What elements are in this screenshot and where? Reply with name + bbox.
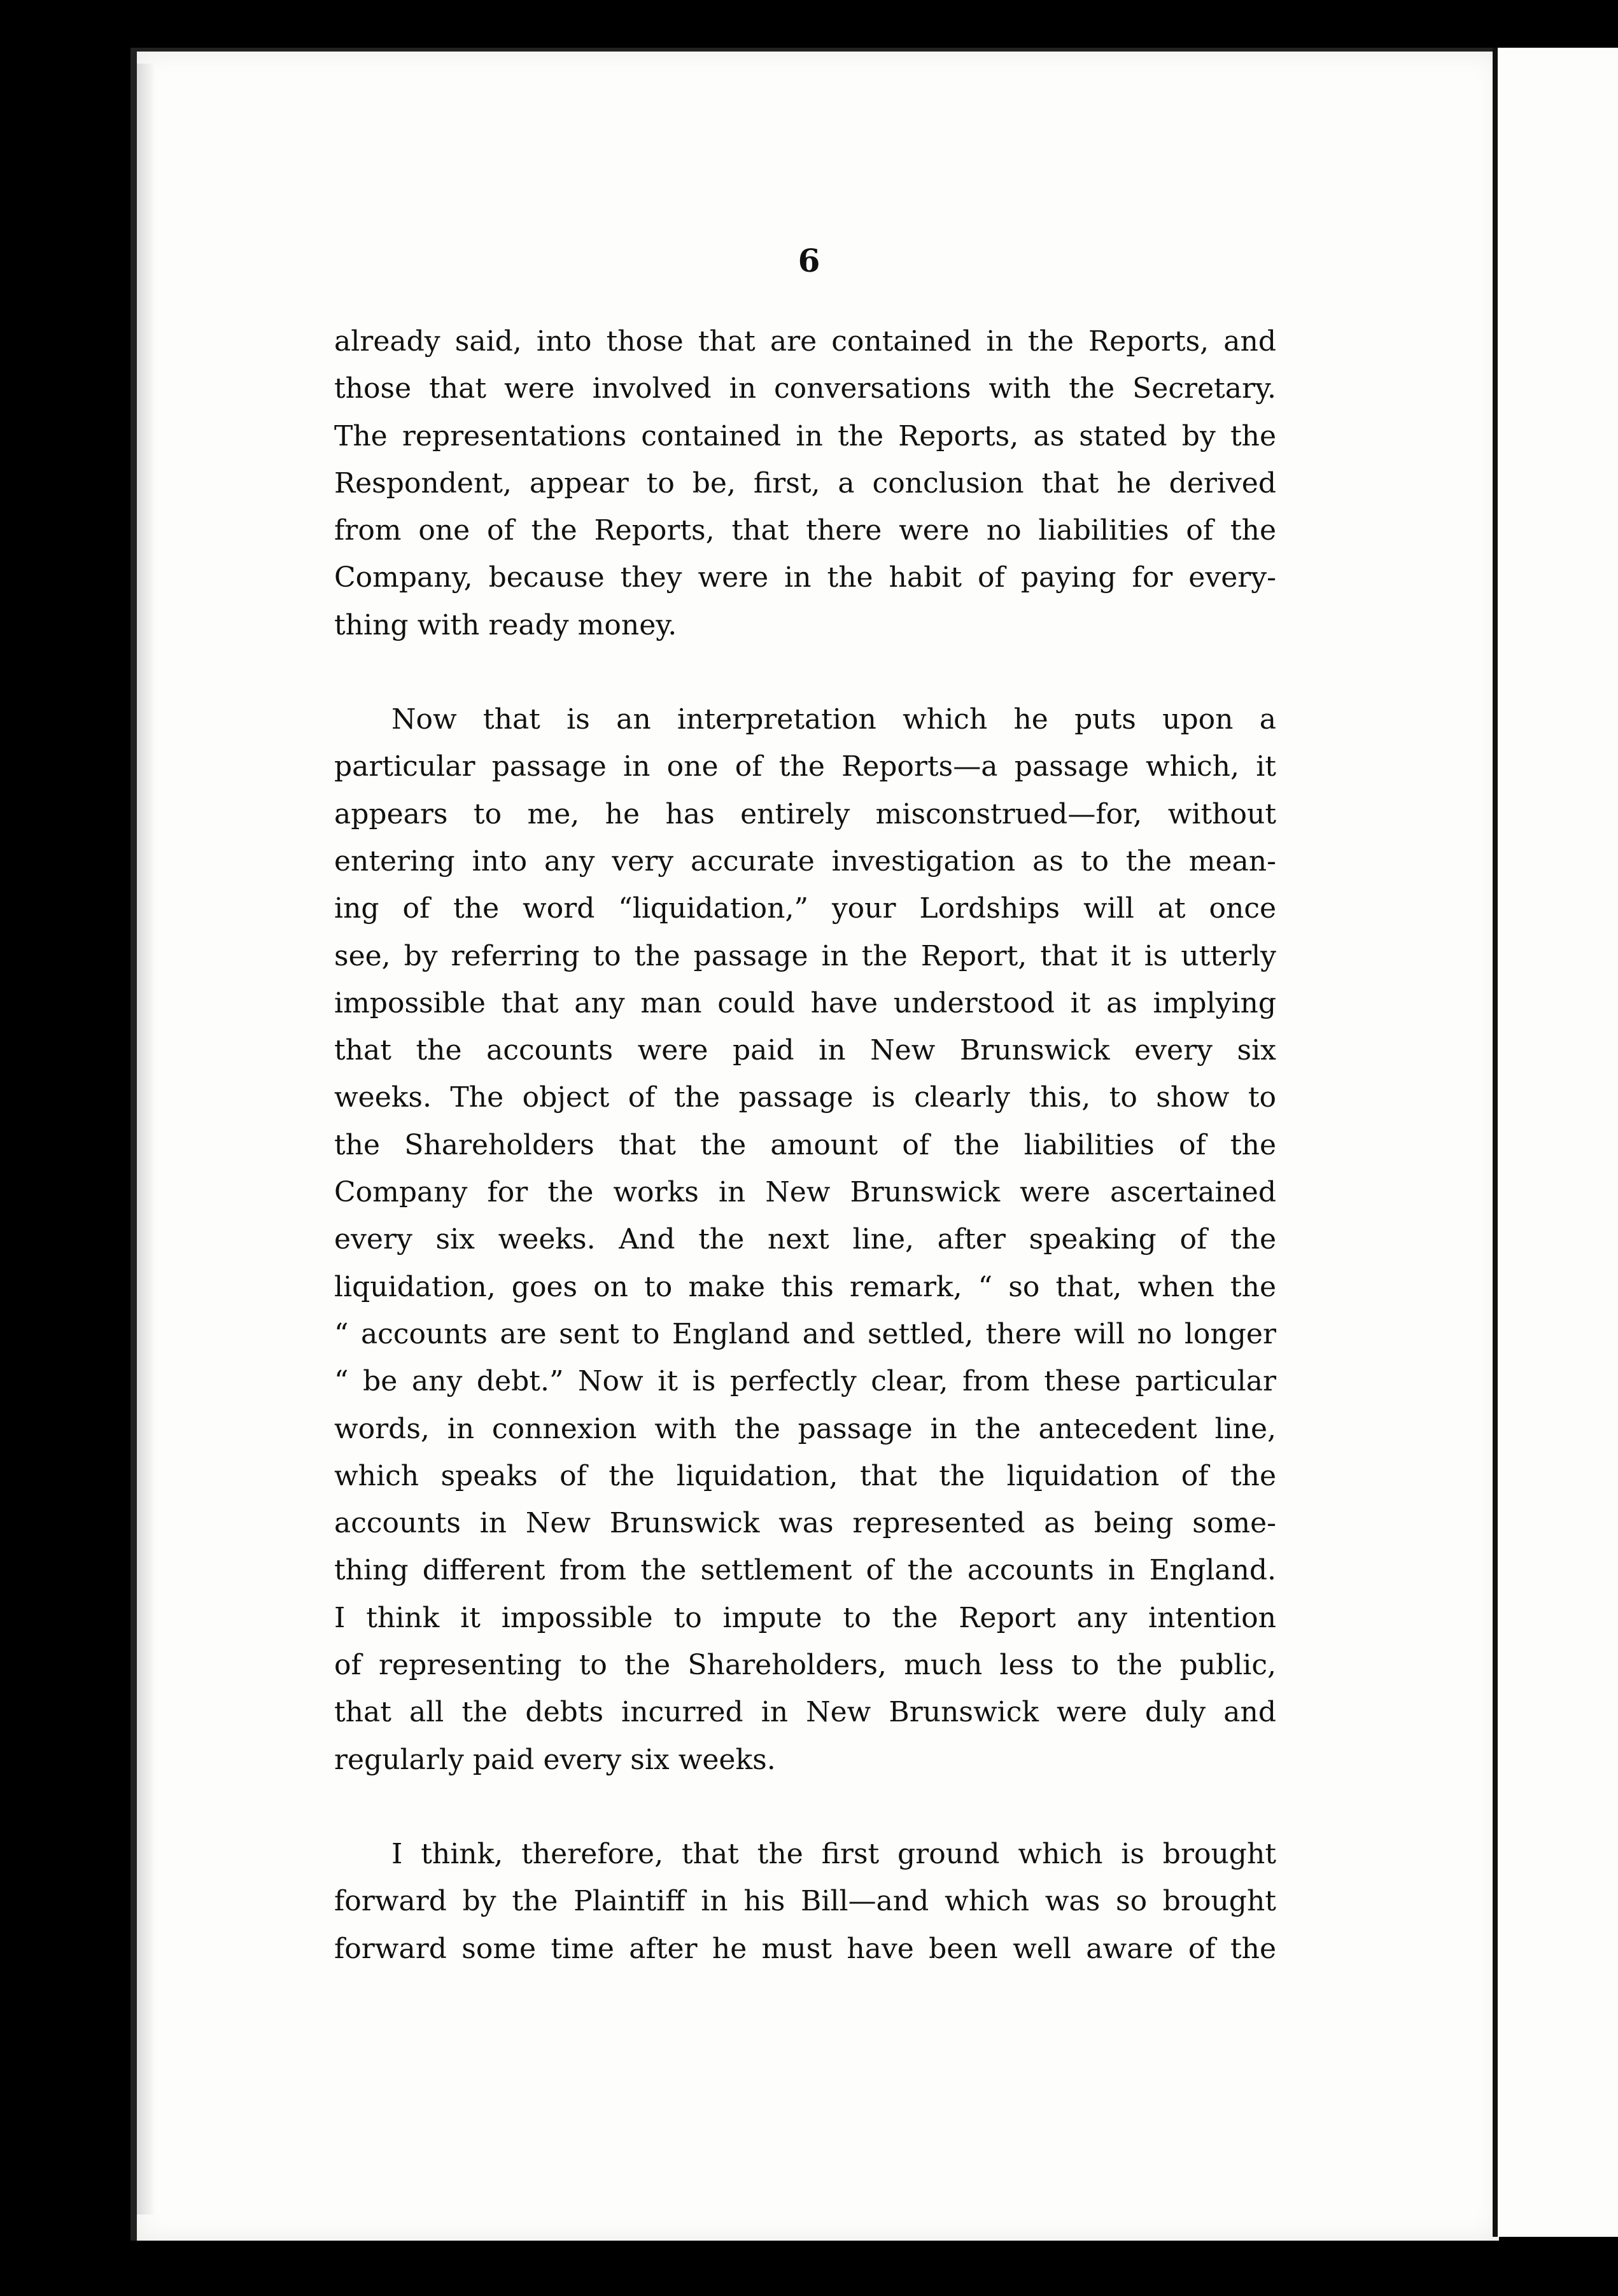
text-line: the Shareholders that the amount of the liabilities of the bbox=[334, 1128, 1276, 1161]
text-line: Company for the works in New Brunswick were ascertained bbox=[334, 1176, 1276, 1209]
text-line: “ accounts are sent to England and settled, there will no longer bbox=[334, 1317, 1276, 1350]
text-line: already said, into those that are contained in the Reports, and bbox=[334, 325, 1276, 358]
text-line: forward some time after he must have been well aware of the bbox=[334, 1932, 1276, 1965]
text-line: which speaks of the liquidation, that the liquidation of the bbox=[334, 1459, 1276, 1492]
text-line: from one of the Reports, that there were no liabilities of the bbox=[334, 514, 1276, 547]
paragraph bbox=[334, 696, 1276, 1784]
paragraph bbox=[334, 1831, 1276, 1973]
body-text bbox=[334, 318, 1276, 1973]
text-line: that all the debts incurred in New Brunswick were duly and bbox=[334, 1696, 1276, 1729]
text-line: Company, because they were in the habit of paying for every- bbox=[334, 561, 1276, 594]
page-number: 6 bbox=[798, 242, 820, 279]
text-line: Now that is an interpretation which he puts upon a bbox=[391, 703, 1276, 736]
text-line: words, in connexion with the passage in the antecedent line, bbox=[334, 1412, 1276, 1445]
text-line: accounts in New Brunswick was represented as being some- bbox=[334, 1507, 1276, 1540]
paragraph bbox=[334, 318, 1276, 649]
text-line: liquidation, goes on to make this remark, “ so that, when the bbox=[334, 1270, 1276, 1303]
facing-page-edge bbox=[1493, 48, 1618, 2237]
text-line: appears to me, he has entirely misconstrued—for, without bbox=[334, 797, 1276, 830]
text-line: see, by referring to the passage in the Report, that it is utterly bbox=[334, 939, 1276, 972]
text-line: I think it impossible to impute to the Report any intention bbox=[334, 1601, 1276, 1634]
text-line: thing with ready money. bbox=[334, 608, 677, 641]
text-line: of representing to the Shareholders, much less to the public, bbox=[334, 1649, 1276, 1682]
text-line: impossible that any man could have understood it as implying bbox=[334, 986, 1276, 1019]
text-line: entering into any very accurate investigation as to the mean- bbox=[334, 844, 1276, 878]
text-line: forward by the Plaintiff in his Bill—and which was so brought bbox=[334, 1885, 1276, 1918]
text-line: every six weeks. And the next line, after speaking of the bbox=[334, 1223, 1276, 1256]
paragraph-gap bbox=[334, 1784, 1276, 1831]
text-line: I think, therefore, that the first ground which is brought bbox=[391, 1837, 1276, 1870]
paragraph-gap bbox=[334, 649, 1276, 696]
text-line: weeks. The object of the passage is clearly this, to show to bbox=[334, 1081, 1276, 1114]
text-line: those that were involved in conversations with the Secretary. bbox=[334, 372, 1276, 405]
text-line: particular passage in one of the Reports—a passage which, it bbox=[334, 750, 1276, 783]
text-line: that the accounts were paid in New Brunswick every six bbox=[334, 1034, 1276, 1067]
text-line: The representations contained in the Reports, as stated by the bbox=[334, 419, 1276, 452]
page-gutter-shadow bbox=[137, 64, 156, 2215]
text-line: “ be any debt.” Now it is perfectly clear, from these particular bbox=[334, 1365, 1276, 1398]
text-line: ing of the word “liquidation,” your Lordships will at once bbox=[334, 892, 1276, 925]
text-line: regularly paid every six weeks. bbox=[334, 1743, 776, 1776]
text-line: thing different from the settlement of the accounts in England. bbox=[334, 1554, 1276, 1587]
text-line: Respondent, appear to be, first, a conclusion that he derived bbox=[334, 466, 1276, 500]
